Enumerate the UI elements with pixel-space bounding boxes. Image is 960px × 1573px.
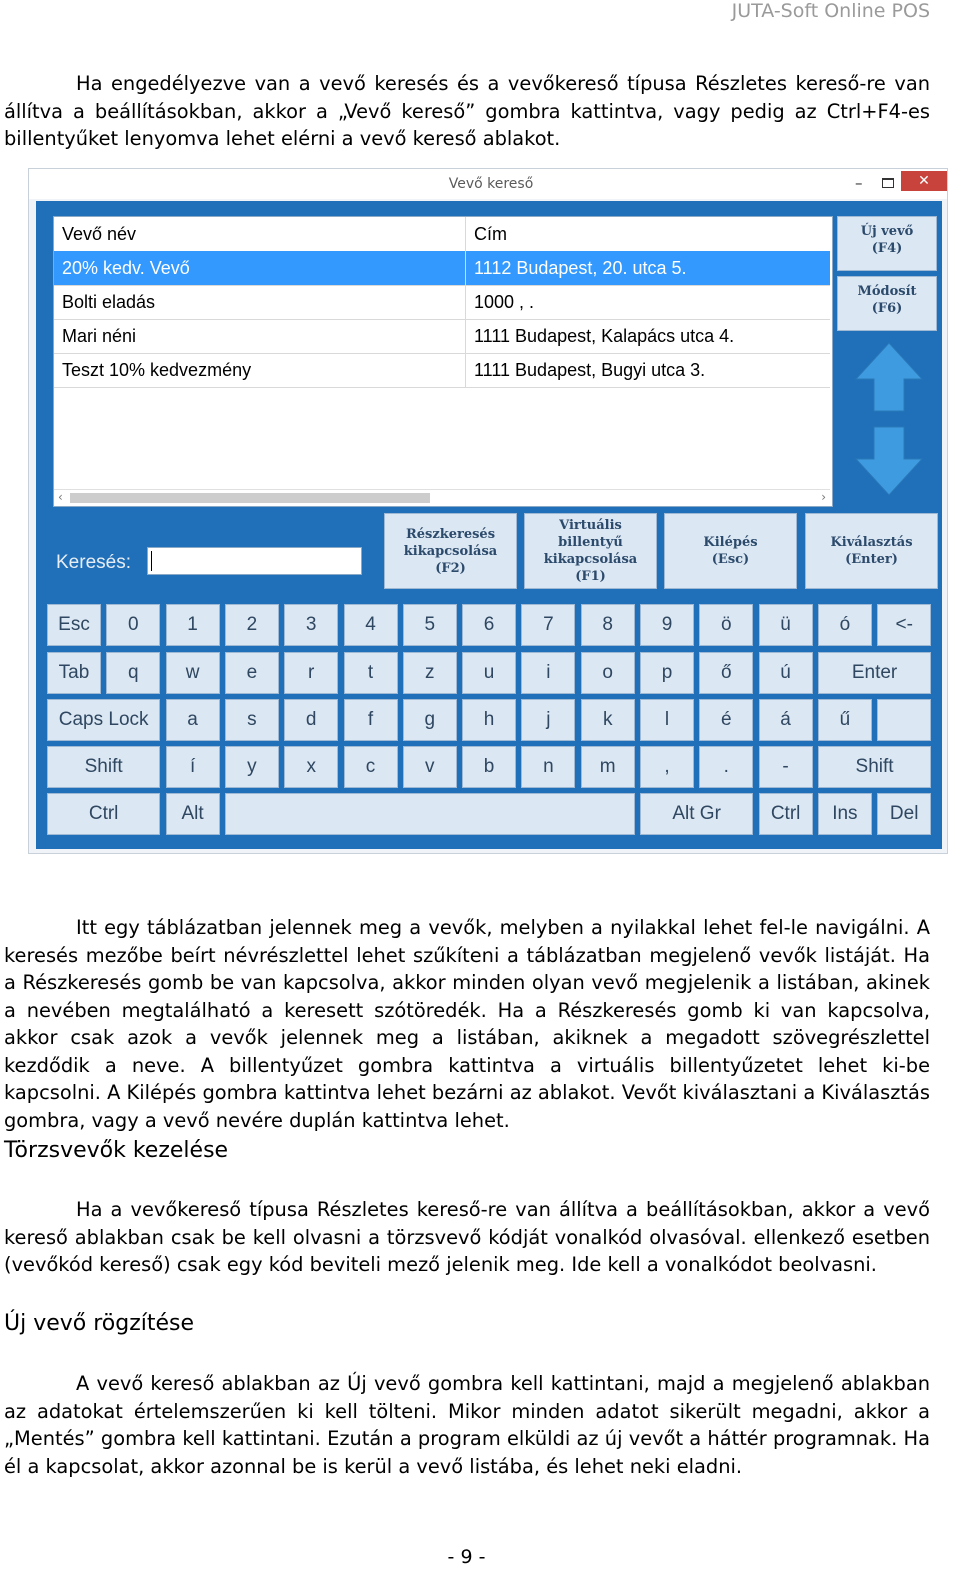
regular-customers-paragraph: Ha a vevőkereső típusa Részletes kereső-re van állítva a beállításokban, akkor a vevő kereső ablakban csak be kell olvasni a törzsvevő kódját vonalkód olvasóval. ellenkező esetben (vevőkód kereső) csak egy kód beviteli mező jelenik meg. Ide kell a vonalkódot beolvasni.: [4, 1198, 930, 1276]
key-2[interactable]: 2: [225, 604, 279, 646]
key-blank[interactable]: [225, 793, 635, 835]
key--[interactable]: -: [759, 746, 813, 788]
customer-table[interactable]: [53, 216, 833, 507]
customer-name-cell: Teszt 10% kedvezmény: [62, 360, 252, 380]
key-d[interactable]: d: [284, 699, 338, 741]
key-é[interactable]: é: [699, 699, 753, 741]
minimize-button[interactable]: –: [855, 174, 863, 192]
key-tab[interactable]: Tab: [47, 652, 101, 694]
key-,[interactable]: ,: [640, 746, 694, 788]
key-4[interactable]: 4: [344, 604, 398, 646]
horizontal-scrollbar[interactable]: [54, 489, 830, 506]
key-ó[interactable]: ó: [818, 604, 872, 646]
new-customer-paragraph: A vevő kereső ablakban az Új vevő gombra kell kattintani, majd a megjelenő ablakban az adatokat értelemszerűen ki kell tölteni. Mikor minden adatot sikerült megadni, akkor a „Mentés” gombra kell kattintani. Ezután a program elküldi az új vevőt a háttér programnak. Ha él a kapcsolat, akkor azonnal be is kerül a vevő listába, és lehet neki eladni.: [4, 1372, 930, 1478]
customer-name-cell: 20% kedv. Vevő: [62, 258, 190, 278]
key-caps-lock[interactable]: Caps Lock: [47, 699, 160, 741]
customer-address-cell: 1111 Budapest, Kalapács utca 4.: [474, 326, 735, 346]
key-6[interactable]: 6: [462, 604, 516, 646]
customer-name-cell: Bolti eladás: [62, 292, 156, 312]
customer-address-cell: 1000 , .: [474, 292, 535, 312]
key-alt-gr[interactable]: Alt Gr: [640, 793, 753, 835]
section-heading-regular-customers: Törzsvevők kezelése: [4, 1138, 229, 1163]
key-shift[interactable]: Shift: [818, 746, 931, 788]
exit-button[interactable]: Kilépés (Esc): [664, 513, 797, 589]
table-row[interactable]: [54, 319, 830, 354]
key-0[interactable]: 0: [106, 604, 160, 646]
key-p[interactable]: p: [640, 652, 694, 694]
key-shift[interactable]: Shift: [47, 746, 160, 788]
window-client-area: [36, 201, 942, 849]
key-x[interactable]: x: [284, 746, 338, 788]
customer-name-cell: Mari néni: [62, 326, 137, 346]
select-button[interactable]: Kiválasztás (Enter): [805, 513, 938, 589]
table-row[interactable]: [54, 251, 830, 286]
key-w[interactable]: w: [166, 652, 220, 694]
key-ö[interactable]: ö: [699, 604, 753, 646]
key-enter[interactable]: Enter: [818, 652, 931, 694]
key-u[interactable]: u: [462, 652, 516, 694]
key-f[interactable]: f: [344, 699, 398, 741]
column-header-name[interactable]: Vevő név: [62, 224, 137, 244]
key-ctrl[interactable]: Ctrl: [759, 793, 813, 835]
key-á[interactable]: á: [759, 699, 813, 741]
customer-address-cell: 1111 Budapest, Bugyi utca 3.: [474, 360, 706, 380]
key-.[interactable]: .: [699, 746, 753, 788]
key-i[interactable]: i: [521, 652, 575, 694]
key-1[interactable]: 1: [166, 604, 220, 646]
key-v[interactable]: v: [403, 746, 457, 788]
window-titlebar: [29, 169, 947, 199]
scroll-right-icon[interactable]: ›: [821, 490, 826, 504]
key-8[interactable]: 8: [581, 604, 635, 646]
maximize-button[interactable]: [882, 178, 894, 188]
key-z[interactable]: z: [403, 652, 457, 694]
key-ins[interactable]: Ins: [818, 793, 872, 835]
close-button[interactable]: ✕: [901, 171, 947, 191]
intro-paragraph: Ha engedélyezve van a vevő keresés és a vevőkereső típusa Részletes kereső-re van állítva a beállításokban, akkor a „Vevő kereső” gombra kattintva, vagy pedig az Ctrl+F4-es billentyűket lenyomva lehet elérni a vevő kereső ablakot.: [4, 72, 930, 150]
key-blank[interactable]: [877, 699, 931, 741]
search-label: Keresés:: [56, 552, 131, 573]
key-ü[interactable]: ü: [759, 604, 813, 646]
key-c[interactable]: c: [344, 746, 398, 788]
key-7[interactable]: 7: [521, 604, 575, 646]
window-title: Vevő kereső: [448, 176, 534, 192]
key-í[interactable]: í: [166, 746, 220, 788]
key-k[interactable]: k: [581, 699, 635, 741]
page-number: - 9 -: [447, 1546, 486, 1568]
table-row[interactable]: [54, 353, 830, 388]
table-header-row: [54, 217, 830, 252]
search-input[interactable]: [147, 547, 362, 575]
modify-customer-button[interactable]: Módosít (F6): [837, 276, 937, 331]
table-row[interactable]: [54, 285, 830, 320]
key-del[interactable]: Del: [877, 793, 931, 835]
key-h[interactable]: h: [462, 699, 516, 741]
customer-address-cell: 1112 Budapest, 20. utca 5.: [474, 258, 687, 278]
scrollbar-thumb[interactable]: [70, 493, 430, 503]
document-header: JUTA-Soft Online POS: [731, 0, 930, 22]
new-customer-button[interactable]: Új vevő (F4): [837, 216, 937, 271]
key-t[interactable]: t: [344, 652, 398, 694]
key-m[interactable]: m: [581, 746, 635, 788]
description-paragraph: Itt egy táblázatban jelennek meg a vevők, melyben a nyilakkal lehet fel-le navigálni. A keresés mezőbe beírt névrészlettel lehet szűkíteni a táblázatban megjelenő vevők listáját. Ha a Részkeresés gomb be van kapcsolva, akkor minden olyan vevő megjelenik a listában, akinek a nevében megtalálható a keresett szótöredék. Ha a Részkeresés gomb ki van kapcsolva, akkor csak azok a vevők jelennek meg a listában, akiknek a megadott szövegrészlettel kezdődik a neve. A billentyűzet gombra kattintva a virtuális billentyűzetet lehet ki-be kapcsolni. A Kilépés gombra kattintva lehet bezárni az ablakot. Vevőt kiválasztani a Kiválasztás gombra, vagy a vevő nevére duplán kattintva lehet.: [4, 916, 930, 1132]
key-e[interactable]: e: [225, 652, 279, 694]
key-a[interactable]: a: [166, 699, 220, 741]
key-ctrl[interactable]: Ctrl: [47, 793, 160, 835]
key-j[interactable]: j: [521, 699, 575, 741]
key-3[interactable]: 3: [284, 604, 338, 646]
scroll-left-icon[interactable]: ‹: [58, 490, 63, 504]
key-q[interactable]: q: [106, 652, 160, 694]
customer-search-window: [28, 168, 948, 854]
key-alt[interactable]: Alt: [166, 793, 220, 835]
column-header-address[interactable]: Cím: [474, 224, 507, 244]
key-g[interactable]: g: [403, 699, 457, 741]
key-ő[interactable]: ő: [699, 652, 753, 694]
key-<-[interactable]: <-: [877, 604, 931, 646]
key-5[interactable]: 5: [403, 604, 457, 646]
key-l[interactable]: l: [640, 699, 694, 741]
key-ű[interactable]: ű: [818, 699, 872, 741]
arrow-up-icon[interactable]: [854, 341, 924, 413]
key-b[interactable]: b: [462, 746, 516, 788]
key-9[interactable]: 9: [640, 604, 694, 646]
key-n[interactable]: n: [521, 746, 575, 788]
key-ú[interactable]: ú: [759, 652, 813, 694]
key-r[interactable]: r: [284, 652, 338, 694]
partial-search-toggle-button[interactable]: Részkeresés kikapcsolása (F2): [384, 513, 517, 589]
key-y[interactable]: y: [225, 746, 279, 788]
virtual-keyboard-toggle-button[interactable]: Virtuális billentyű kikapcsolása (F1): [524, 513, 657, 589]
arrow-down-icon[interactable]: [854, 425, 924, 497]
section-heading-new-customer: Új vevő rögzítése: [4, 1311, 195, 1336]
key-o[interactable]: o: [581, 652, 635, 694]
key-s[interactable]: s: [225, 699, 279, 741]
key-esc[interactable]: Esc: [47, 604, 101, 646]
